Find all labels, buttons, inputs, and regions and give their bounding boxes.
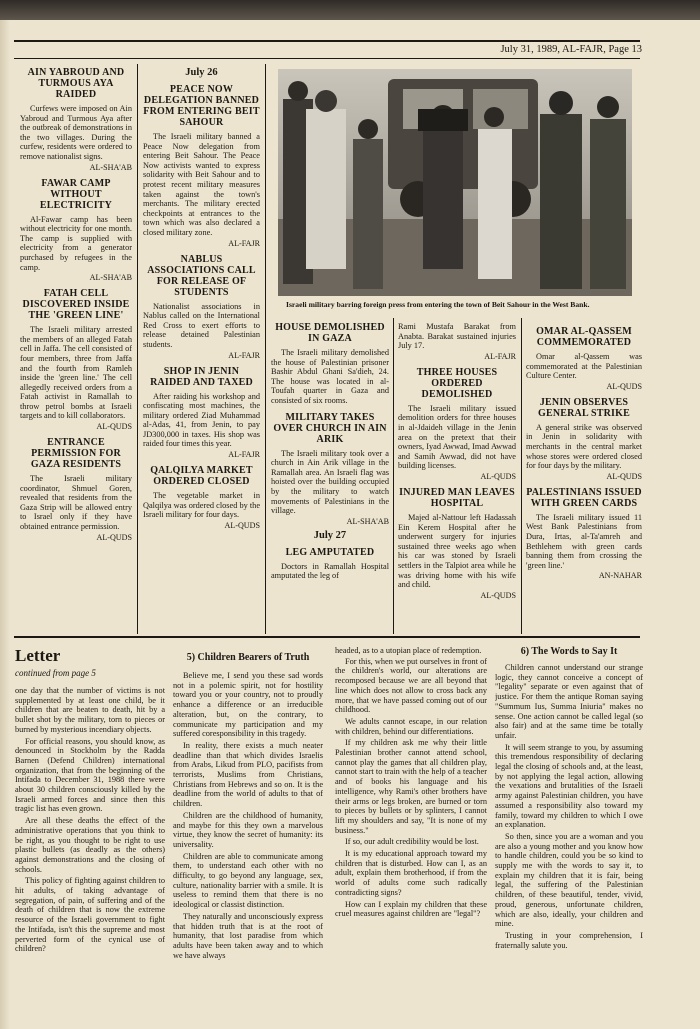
article-source: AL-SHA'AB bbox=[89, 162, 132, 172]
letter-paragraph: Children are the childhood of humanity, and maybe for this they own a marvelous virtue, they know the secret of humanity: its universality. bbox=[173, 810, 323, 849]
letter-column-2 bbox=[173, 652, 323, 1016]
letter-paragraph: They naturally and unconsciously express that hidden truth that is at the root of humanity, that lost paradise from which adults have been taken away and to which we have always bbox=[173, 911, 323, 960]
article-headline: MILITARY TAKES OVER CHURCH IN AIN ARIK bbox=[273, 411, 387, 445]
article-headline: QALQILYA MARKET ORDERED CLOSED bbox=[150, 465, 253, 488]
article-body: Doctors in Ramallah Hospital amputated the leg of bbox=[271, 561, 389, 581]
section-rule bbox=[14, 636, 640, 638]
article-source: AL-QUDS bbox=[480, 590, 516, 600]
letter-paragraph: Children are able to communicate among them, to understand each other with no difficulty, to go beyond any language, sex, culture, nationality barrier with a smile. It is useless to remind them that there is no ideological or classist distinction. bbox=[173, 851, 323, 910]
letter-column-3 bbox=[335, 646, 487, 1016]
header-rule bbox=[14, 40, 640, 42]
article-body: The Israeli military took over a church in Ain Arik village in the Ramallah area. An Israeli flag was hoisted over the building occupied by the military to watch movements of Palestinians in the village. bbox=[271, 448, 389, 516]
article-headline: SHOP IN JENIN RAIDED AND TAXED bbox=[150, 365, 253, 388]
article bbox=[398, 322, 516, 361]
article-body: After raiding his workshop and confiscating most machines, the military ordered Ziad Muhammad al-Adas, 41, from Jenin, to pay JD300,000 in taxes. His shop was raided four times this year. bbox=[143, 391, 260, 449]
article-source: AL-FAJR bbox=[484, 351, 516, 361]
article-headline: THREE HOUSES ORDERED DEMOLISHED bbox=[416, 366, 498, 400]
page-fold-shadow bbox=[0, 20, 10, 1029]
article-headline: PALESTINIANS ISSUED WITH GREEN CARDS bbox=[526, 486, 642, 509]
article-headline: NABLUS ASSOCIATIONS CALL FOR RELEASE OF STUDENTS bbox=[147, 253, 256, 298]
letter-paragraph: In reality, there exists a much neater deadline than that which divides Israelis from Arabs, Likud from PLO, pacifists from terrorists, Muslims from Christians, Christians from Hebrews and so on. It is the deadline from the world of adults to that of children. bbox=[173, 740, 323, 809]
article-headline: OMAR AL-QASSEM COMMEMORATED bbox=[536, 326, 632, 348]
news-photo bbox=[278, 69, 632, 296]
article-body: The vegetable market in Qalqilya was ordered closed by the Israeli military for four days. bbox=[143, 491, 260, 520]
news-column-5 bbox=[526, 326, 642, 632]
article-headline: ENTRANCE PERMISSION FOR GAZA RESIDENTS bbox=[30, 437, 122, 471]
photo-illustration bbox=[278, 69, 632, 296]
column-divider bbox=[521, 318, 522, 634]
news-column-2 bbox=[143, 67, 260, 632]
article-source: AL-SHA'AB bbox=[89, 273, 132, 283]
article-headline: PEACE NOW DELEGATION BANNED FROM ENTERING BEIT SAHOUR bbox=[143, 84, 260, 128]
letter-section-title: 6) The Words to Say It bbox=[520, 646, 618, 657]
letter-paragraph: We adults cannot escape, in our relation with children, behind our differentiations. bbox=[335, 716, 487, 736]
news-column-1 bbox=[20, 67, 132, 632]
letter-paragraph: So then, since you are a woman and you are also a young mother and you know how to handle children, could you be so kind to supply me with the words to say it, to explain my children that it is fair, being legal, the suffering of the Palestinian children, of these beautiful, tender, vivid, proud, generous, unfortunate children, which are also, ideally, your children and mine. bbox=[495, 831, 643, 929]
article-source: AL-QUDS bbox=[224, 520, 260, 530]
article-body: Omar al-Qassem was commemorated at the Palestinian Culture Center. bbox=[526, 352, 642, 381]
letter-paragraph: Believe me, I send you these sad words not in a polemic spirit, not for hostility toward you or your country, not to proudly enhance a difference or an irreducible alteration, but, on the contrary, to communicate my participation and my suffered coresponsibility in this tragedy. bbox=[173, 671, 323, 739]
article-headline: FAWAR CAMP WITHOUT ELECTRICITY bbox=[39, 177, 113, 211]
article-source: AL-SHA'AB bbox=[346, 516, 389, 526]
column-divider bbox=[137, 64, 138, 634]
article-source: AL-FAJR bbox=[228, 450, 260, 460]
article-body: The Israeli military arrested the members of an alleged Fatah cell in Jaffa. The cell consisted of four members, three from Jaffa and the fourth from Ramleh inside the 'green line.' The cell allegedly received orders from a Fatah activist in Ramallah to throw petrol bombs at Israeli targets and to kill collaborators. bbox=[20, 325, 132, 421]
letter-paragraph: For this, when we put ourselves in front of the children's world, our alterations are recomposed because we are all beyond that line which does not allow to cross back any more, that we have passed coming out of our childhood. bbox=[335, 656, 487, 715]
article bbox=[271, 412, 389, 526]
article bbox=[526, 326, 642, 391]
article-body: A general strike was observed in Jenin in solidarity with merchants in the central market whose stores were ordered closed for four days by the military. bbox=[526, 422, 642, 471]
article bbox=[526, 397, 642, 481]
article bbox=[143, 465, 260, 530]
article bbox=[271, 322, 389, 406]
article-headline: JENIN OBSERVES GENERAL STRIKE bbox=[538, 396, 630, 419]
letter-paragraph: For official reasons, you should know, as denounced in Stockholm by the Radda Barnen (Defend Children) international organization, that from the beginning of the Intifada to December 31, 1988 there were about 30 children consciously killed by the Israeli armed forces and since then this tragic list has even grown. bbox=[15, 736, 165, 814]
article bbox=[20, 178, 132, 283]
article bbox=[20, 67, 132, 172]
article-headline: HOUSE DEMOLISHED IN GAZA bbox=[275, 322, 385, 344]
letter-paragraph: Trusting in your comprehension, I fraternally salute you. bbox=[495, 930, 643, 950]
continued-note: continued from page 5 bbox=[15, 668, 96, 678]
article-body: The Israeli military issued demolition orders for three houses in al-Jdaideh village in the Jenin area on the pretext that their owners, Iyad Awwad, Imad Awwad and Samih Awwad, did not have building licenses. bbox=[398, 403, 516, 471]
article bbox=[526, 487, 642, 581]
article-body: Curfews were imposed on Ain Yabroud and Turmous Aya after the outbreak of demonstrations in the two villages. During the curfew, residents were ordered to remove nationalist signs. bbox=[20, 104, 132, 161]
article-body: Majed al-Nattour left Hadassah Ein Kerem Hospital after he underwent surgery for injuries sustained three weeks ago when his car was stoned by Israeli settlers in the Talpiot area while he was driving home with his wife and child. bbox=[398, 512, 516, 590]
article bbox=[398, 367, 516, 481]
article bbox=[20, 437, 132, 542]
article-body: The Israeli military demolished the house of Palestinian prisoner Bashir Abdul Ghani Sa'dieh, 24. The house was located in al-Toufah quarter in Gaza and consisted of six rooms. bbox=[271, 348, 389, 405]
article-source: AN-NAHAR bbox=[598, 571, 642, 581]
article-body: The Israeli military banned a Peace Now delegation from entering Beit Sahour. The Peace Now activists wanted to express solidarity with Beit Sahour and to protest recent military measures taken against the town's merchants. The military erected checkpoints at entrances to the town which was also declared a closed military zone. bbox=[143, 132, 260, 237]
article-source: AL-QUDS bbox=[480, 471, 516, 481]
letter-paragraph: It will seem strange to you, by assuming this tremendous responsibility of declaring legal the closing of schools and, at the least, by not applying the legal action, allowing the vexations and brutalities of the Israeli army against Palestinian children, you have assumed a responsibility also toward my family, toward my children to which I owe an explanation. bbox=[495, 742, 643, 830]
column-divider bbox=[265, 64, 266, 634]
news-column-3 bbox=[271, 322, 389, 632]
page-top-edge bbox=[0, 0, 700, 20]
article bbox=[398, 487, 516, 600]
letter-paragraph: It is my educational approach toward my children that is disturbed. How can I, as an adult, explain them brotherhood, if from the world of adults come such radically contradicting signs? bbox=[335, 849, 487, 897]
photo-caption: Israeli military barring foreign press from entering the town of Beit Sahour in the West Bank. bbox=[286, 300, 590, 309]
article-source: AL-QUDS bbox=[606, 381, 642, 391]
article-headline: LEG AMPUTATED bbox=[285, 546, 375, 558]
letter-paragraph: headed, as to a utopian place of redemption. bbox=[335, 646, 482, 655]
letter-paragraph: How can I explain my children that these cruel measures against children are "legal"? bbox=[335, 899, 487, 919]
article-body: Nationalist associations in Nablus called on the International Red Cross to exert efforts to release detained Palestinian students. bbox=[143, 301, 260, 349]
letter-section-title: 5) Children Bearers of Truth bbox=[186, 652, 310, 663]
letter-column-1 bbox=[15, 646, 165, 1016]
article bbox=[20, 288, 132, 431]
letter-title: Letter bbox=[15, 646, 61, 665]
article bbox=[143, 366, 260, 460]
letter-paragraph: one day that the number of victims is not supplemented by at least one child, be it children that are beaten to death, hit by a bullet shot by the military, torn to pieces or burned by mysterious incendiary objects. bbox=[15, 686, 165, 734]
article-source: AL-FAJR bbox=[228, 238, 260, 248]
letter-paragraph: Children cannot understand our strange logic, they cannot conceive a concept of "legality" separate or even against that of justice. For them the antique Roman saying "Summum Ius, Summa Iniuria" makes no sense. One action cannot be called legal (so also fair) and at the same time be totally unfair. bbox=[495, 663, 643, 740]
article-headline: INJURED MAN LEAVES HOSPITAL bbox=[399, 486, 515, 509]
article bbox=[271, 547, 389, 581]
header-underline bbox=[14, 58, 640, 59]
letter-paragraph: If my children ask me why their little Palestinian brother cannot attend school, cannot play the games that all children play, cannot start to train with the help of a teacher and of books his language and his intelligence, why Rami's other brothers have their arms or legs broken, are burned or torn to pieces by bullets or by splinters, I cannot lift my shoulders and say, "It is none of my business." bbox=[335, 738, 487, 835]
letter-paragraph: If so, our adult credibility would be lost. bbox=[345, 837, 479, 847]
article-body: Al-Fawar camp has been without electricity for one month. The camp is supplied with electricity from a generator purchased by refugees in the camp. bbox=[20, 214, 132, 272]
article-source: AL-QUDS bbox=[96, 422, 132, 432]
article bbox=[143, 254, 260, 360]
letter-column-4 bbox=[495, 646, 643, 1016]
date-heading: July 27 bbox=[313, 529, 347, 541]
page-header: July 31, 1989, AL-FAJR, Page 13 bbox=[500, 44, 642, 55]
article-body: The Israeli military issued 11 West Bank Palestinians from Dura, Irtas, al-Ta'amreh and Bethlehem with green cards banning them from crossing the 'green line.' bbox=[526, 512, 642, 570]
article-body: Rami Mustafa Barakat from Anabta. Barakat sustained injuries July 17. bbox=[398, 322, 516, 351]
article-headline: AIN YABROUD AND TURMOUS AYA RAIDED bbox=[27, 67, 125, 100]
article-source: AL-QUDS bbox=[96, 532, 132, 542]
news-column-4 bbox=[398, 322, 516, 632]
article bbox=[143, 84, 260, 248]
article-source: AL-QUDS bbox=[606, 471, 642, 481]
article-headline: FATAH CELL DISCOVERED INSIDE THE 'GREEN LINE' bbox=[22, 288, 130, 322]
article-source: AL-FAJR bbox=[228, 350, 260, 360]
letter-paragraph: This policy of fighting against children to hit adults, of taking advantage of segregation, of pain, of suffering and of the death of children that is now the extreme resource of the Israeli government to fight the Intifada, isn't this the supreme and most perverted form of the cynical use of children? bbox=[15, 876, 165, 954]
letter-paragraph: Are all these deaths the effect of the administrative operations that you think to be right, as you thought to be right to use plastic bullets (as deadly as the others) against demonstrations and the closing of schools. bbox=[15, 816, 165, 874]
column-divider bbox=[393, 318, 394, 634]
date-heading: July 26 bbox=[185, 67, 218, 78]
article-body: The Israeli military coordinator, Shmuel Goren, revealed that residents from the Gaza Strip will be allowed entry to Israel only if they have obtained entrance permission. bbox=[20, 474, 132, 532]
